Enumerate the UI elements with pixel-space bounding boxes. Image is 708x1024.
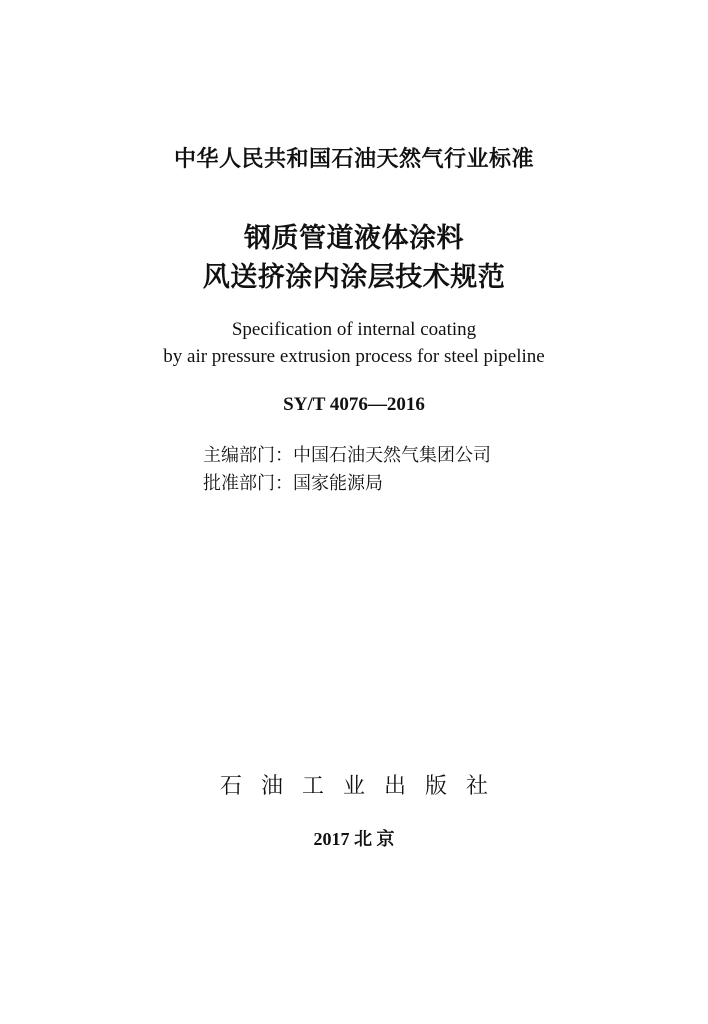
chinese-title-line-1: 钢质管道液体涂料 (244, 223, 464, 254)
approver-department: 批准部门：国家能源局 (203, 473, 383, 493)
english-title-line-2: by air pressure extrusion process for steel pipeline (163, 346, 545, 367)
english-title-line-1: Specification of internal coating (231, 319, 477, 340)
publisher-name: 石油工业出版社 (219, 773, 507, 798)
editor-department: 主编部门：中国石油天然气集团公司 (203, 445, 491, 465)
standard-code: SY/T 4076—2016 (283, 394, 425, 415)
publication-year-place: 2017 北 京 (313, 829, 395, 849)
chinese-title-line-2: 风送挤涂内涂层技术规范 (202, 262, 506, 293)
industry-standard-heading: 中华人民共和国石油天然气行业标准 (173, 147, 534, 172)
